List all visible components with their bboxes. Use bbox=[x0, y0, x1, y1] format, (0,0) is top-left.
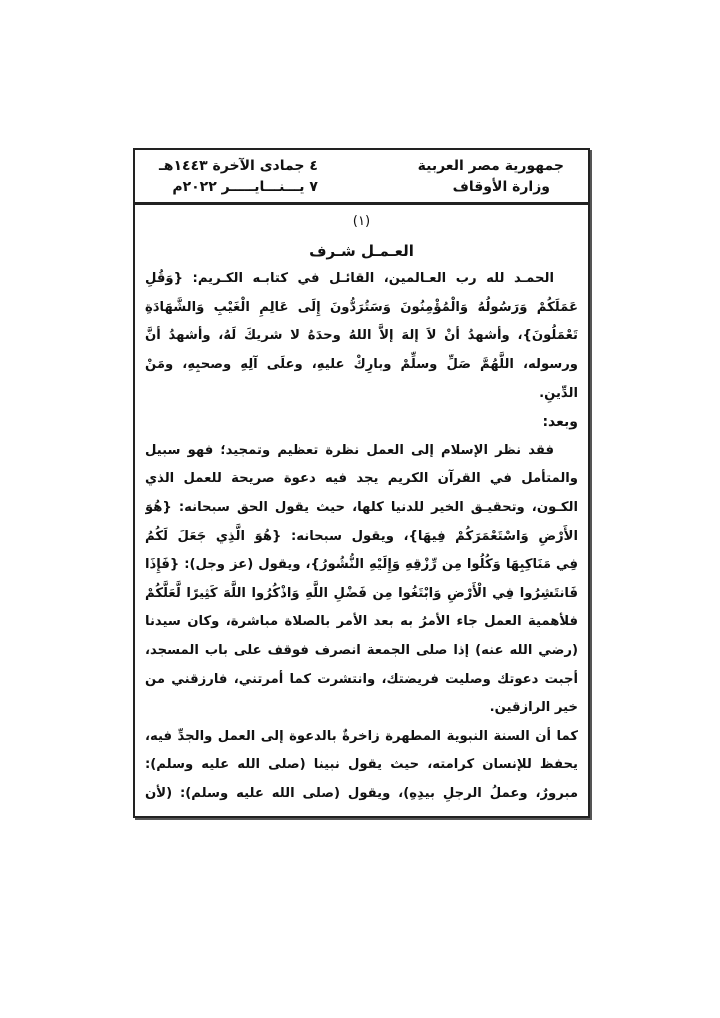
text-line: (رضي الله عنه) إذا صلى الجمعة انصرف فوقف على باب المسجد، bbox=[145, 642, 578, 658]
hijri-date: ٤ جمادى الآخرة ١٤٤٣هـ bbox=[159, 158, 318, 174]
country-name: جمهورية مصر العربية bbox=[417, 158, 564, 174]
sermon-title: العـمـل شـرف bbox=[309, 241, 414, 260]
gregorian-date: ٧ يـــنـــايـــــر ٢٠٢٢م bbox=[172, 179, 318, 195]
ministry-name: وزارة الأوقاف bbox=[452, 179, 550, 195]
document-frame bbox=[133, 148, 590, 818]
text-line: يحفظ للإنسان كرامته، حيث يقول نبينا (صلى الله عليه وسلم): bbox=[145, 757, 578, 773]
date-block bbox=[159, 156, 318, 198]
text-line: فِي مَنَاكِبِهَا وَكُلُوا مِن رِّزْقِهِ وَإِلَيْهِ النُّشُورُ}، ويقول (عز وجل): {فَإِذَا bbox=[145, 557, 578, 573]
text-line: ورسوله، اللَّهُمَّ صَلِّ وسلِّمْ وبارِكْ عليهِ، وعلَى آلِهِ وصحبِهِ، ومَنْ bbox=[145, 356, 578, 372]
section-heading: وبعد: bbox=[542, 414, 578, 431]
document-body bbox=[145, 208, 578, 808]
text-line: مبرورٌ، وعملُ الرجلِ بيدِهِ)، ويقول (صلى الله عليه وسلم): (لأن bbox=[145, 785, 578, 801]
text-line: الأَرْضِ وَاسْتَعْمَرَكُمْ فِيهَا}، ويقول سبحانه: {هُوَ الَّذِي جَعَلَ لَكُمُ bbox=[145, 528, 578, 544]
text-line: الحمـد لله رب العـالمين، القائـل في كتابـه الكـريم: {وَقُلِ bbox=[145, 271, 554, 287]
text-line: عَمَلَكُمْ وَرَسُولُهُ وَالْمُؤْمِنُونَ وَسَتُرَدُّونَ إِلَى عَالِمِ الْغَيْبِ وَالشَّهَادَةِ bbox=[145, 299, 578, 315]
text-line: خير الرازقين. bbox=[489, 700, 578, 716]
text-line: الدِّينِ. bbox=[539, 385, 578, 401]
issuer-block bbox=[418, 156, 564, 198]
text-line: الكـون، وتحقيـق الخير للدنيا كلها، حيث يقول الحق سبحانه: {هُوَ bbox=[145, 499, 578, 515]
document-header bbox=[135, 150, 588, 205]
text-line: فَانتَشِرُوا فِي الْأَرْضِ وَابْتَغُوا مِن فَضْلِ اللَّهِ وَاذْكُرُوا اللَّهَ كَثِيرًا لَّعَلَّكُمْ bbox=[145, 585, 578, 601]
text-line: كما أن السنة النبوية المطهرة زاخرةٌ بالدعوة إلى العمل والجدِّ فيه، bbox=[145, 728, 578, 744]
text-line: تَعْمَلُونَ}، وأشهدُ أنْ لاَ إلهَ إلاَّ اللهُ وحدَهُ لا شريكَ لَهُ، وأشهدُ أنَّ bbox=[145, 328, 578, 344]
text-line: فقد نظر الإسلام إلى العمل نظرة تعظيم وتمجيد؛ فهو سبيل bbox=[145, 442, 554, 458]
text-line: فلأهمية العمل جاء الأمرُ به بعد الأمر بالصلاة مباشرة، وكان سيدنا bbox=[145, 614, 578, 630]
text-line: أجبت دعوتك وصليت فريضتك، وانتشرت كما أمرتني، فارزقني من bbox=[145, 671, 578, 687]
sermon-number: (١) bbox=[352, 214, 371, 229]
text-line: والمتأمل في القرآن الكريم يجد فيه دعوة صريحة للعمل الذي bbox=[145, 471, 578, 487]
